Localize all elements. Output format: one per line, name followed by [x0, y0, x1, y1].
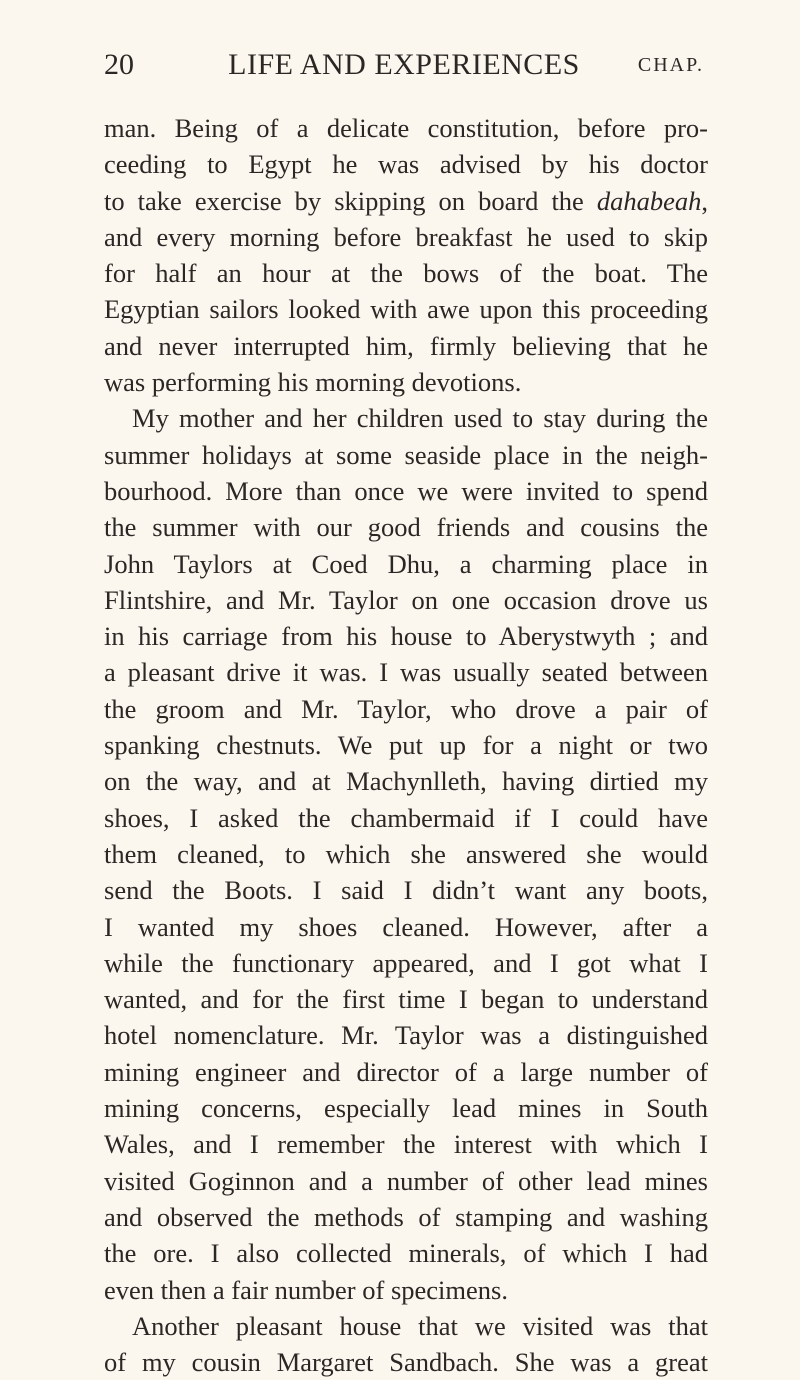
text-segment: mining engineer and director of a large number of — [104, 1056, 708, 1087]
text-segment: them cleaned, to which she answered she would — [104, 838, 708, 869]
chapter-marker: CHAP. — [637, 54, 704, 76]
text-segment: visited Goginnon and a number of other lead mines — [104, 1165, 708, 1196]
text-line — [104, 437, 708, 473]
text-line — [104, 618, 708, 654]
text-line — [104, 1272, 708, 1308]
text-line — [104, 219, 708, 255]
text-segment: John Taylors at Coed Dhu, a charming place in — [104, 548, 708, 579]
text-segment: and never interrupted him, firmly believing that he — [104, 330, 708, 361]
text-segment: Wales, and I remember the interest with which I — [104, 1129, 708, 1160]
text-segment: spanking chestnuts. We put up for a night or two — [104, 730, 708, 761]
text-line — [104, 1090, 708, 1126]
text-segment: Flintshire, and Mr. Taylor on one occasion drove us — [104, 584, 708, 615]
text-line — [104, 473, 708, 509]
text-line — [104, 981, 708, 1017]
text-line — [104, 654, 708, 690]
text-segment: in his carriage from his house to Aberystwyth ; and — [104, 621, 708, 652]
text-segment: ceeding to Egypt he was advised by his doctor — [104, 149, 708, 180]
text-segment: on the way, and at Machynlleth, having dirtied my — [104, 766, 708, 797]
text-line — [104, 255, 708, 291]
text-line — [104, 291, 708, 327]
text-line — [104, 146, 708, 182]
text-segment: I wanted my shoes cleaned. However, after a — [104, 911, 708, 942]
text-line — [104, 546, 708, 582]
text-line — [104, 1017, 708, 1053]
body-text — [104, 110, 708, 1380]
text-line — [104, 1126, 708, 1162]
text-segment: hotel nomenclature. Mr. Taylor was a distinguished — [104, 1020, 708, 1051]
text-segment: the groom and Mr. Taylor, who drove a pair of — [104, 693, 708, 724]
text-line — [104, 836, 708, 872]
text-segment: , — [701, 185, 708, 216]
text-segment: Egyptian sailors looked with awe upon this proceeding — [104, 294, 708, 325]
text-segment: shoes, I asked the chambermaid if I could have — [104, 802, 708, 833]
page-number: 20 — [104, 48, 134, 81]
text-line — [104, 945, 708, 981]
text-segment: the ore. I also collected minerals, of which I had — [104, 1238, 708, 1269]
page-header — [104, 48, 704, 88]
text-segment: for half an hour at the bows of the boat. The — [104, 258, 708, 289]
text-segment: mining concerns, especially lead mines in South — [104, 1093, 708, 1124]
text-segment: and every morning before breakfast he used to skip — [104, 221, 708, 252]
text-segment: wanted, and for the first time I began to understand — [104, 984, 708, 1015]
text-line — [104, 1308, 708, 1344]
text-line — [104, 582, 708, 618]
text-line — [104, 872, 708, 908]
text-segment: My mother and her children used to stay during the — [132, 403, 708, 434]
text-segment: summer holidays at some seaside place in the neigh- — [104, 439, 708, 470]
text-line — [104, 727, 708, 763]
text-line — [104, 509, 708, 545]
text-segment: while the functionary appeared, and I got what I — [104, 947, 708, 978]
text-line — [104, 110, 708, 146]
text-segment: bourhood. More than once we were invited to spend — [104, 475, 708, 506]
text-line — [104, 183, 708, 219]
text-segment: and observed the methods of stamping and washing — [104, 1201, 708, 1232]
text-line — [104, 800, 708, 836]
text-segment: man. Being of a delicate constitution, before pro- — [104, 113, 708, 143]
text-line — [104, 328, 708, 364]
italic-text: dahabeah — [596, 185, 702, 216]
text-segment: was performing his morning devotions. — [104, 367, 522, 398]
text-line — [104, 1344, 708, 1380]
text-line — [104, 364, 708, 400]
text-line — [104, 763, 708, 799]
text-segment: a pleasant drive it was. I was usually seated between — [104, 657, 708, 688]
text-line — [104, 1163, 708, 1199]
text-line — [104, 400, 708, 436]
text-line — [104, 1235, 708, 1271]
text-segment: even then a fair number of specimens. — [104, 1274, 508, 1305]
text-segment: the summer with our good friends and cousins the — [104, 512, 708, 543]
text-line — [104, 1199, 708, 1235]
running-title: LIFE AND EXPERIENCES — [228, 48, 580, 81]
text-segment: Another pleasant house that we visited was that — [132, 1310, 708, 1341]
text-segment: to take exercise by skipping on board the — [104, 185, 597, 216]
text-segment: of my cousin Margaret Sandbach. She was a great — [104, 1347, 708, 1378]
text-segment: send the Boots. I said I didn’t want any boots, — [104, 875, 708, 906]
text-line — [104, 909, 708, 945]
text-line — [104, 691, 708, 727]
text-line — [104, 1054, 708, 1090]
